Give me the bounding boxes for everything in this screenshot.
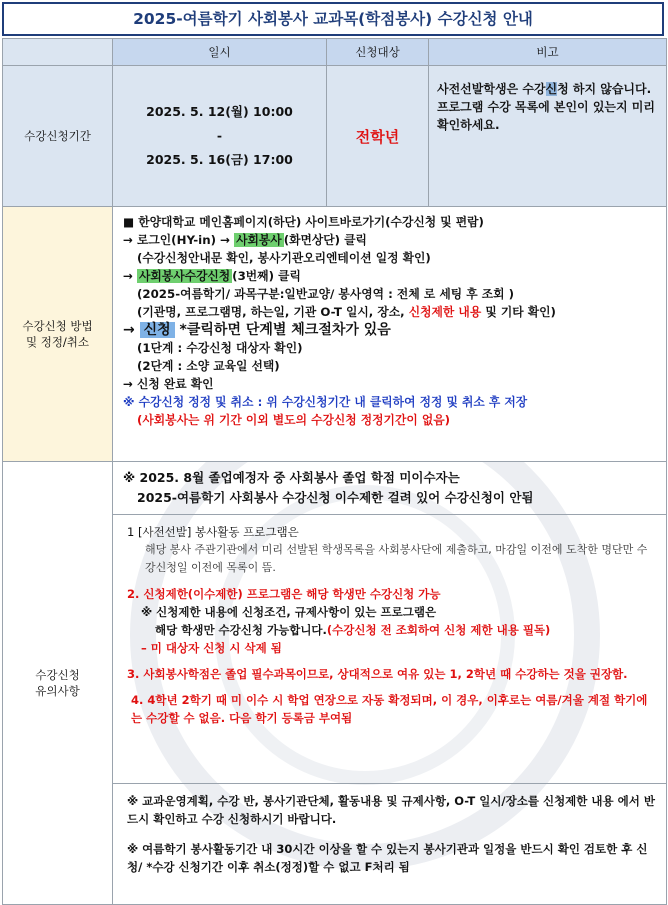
method-line-12: (사회봉사는 위 기간 이외 별도의 수강신청 정정기간이 없음) [137, 413, 451, 427]
notice-table [2, 38, 667, 905]
header-remark: 비고 [429, 39, 667, 66]
method-line-2 [123, 231, 662, 249]
menu-social-service: 사회봉사 [236, 233, 282, 247]
remark-highlight: 신 [545, 82, 558, 96]
notes-top-line2: 2025-여름학기 사회봉사 수강신청 이수제한 걸려 있어 수강신청이 안됨 [137, 490, 534, 505]
period-target: 전학년 [327, 66, 429, 207]
method-line-2-a: → 로그인(HY-in) → [123, 233, 235, 247]
notes-row-top [3, 462, 667, 515]
period-dates [113, 66, 327, 207]
method-line-10: → 신청 완료 확인 [123, 377, 214, 391]
method-line-6-b: 및 기타 확인) [481, 305, 556, 319]
notes-top-line1: ※ 2025. 8월 졸업예정자 중 사회봉사 졸업 학점 미이수자는 [123, 470, 460, 485]
apply-button-label: 신청 [140, 322, 175, 338]
note-2-line-c: – 미 대상자 신청 시 삭제 됨 [141, 641, 282, 655]
header-row [3, 39, 667, 66]
method-line-1: ■ 한양대학교 메인홈페이지(하단) 사이트바로가기(수강신청 및 편람) [123, 215, 484, 229]
notes-items [113, 515, 667, 784]
remark-text-c: 프로그램 수강 목록에 본인이 있는지 미리 확인하세요. [437, 100, 655, 132]
method-content [113, 207, 667, 462]
note-2-line-b [127, 621, 656, 639]
notes-graduate-warning [113, 462, 667, 515]
method-line-6-red: 신청제한 내용 [408, 305, 482, 319]
page-title: 2025-여름학기 사회봉사 교과목(학점봉사) 수강신청 안내 [2, 2, 664, 36]
note-1-body: 해당 봉사 주관기관에서 미리 선발된 학생목록을 사회봉사단에 제출하고, 마감일 이전에 도착한 명단만 수강신청일 이전에 목록이 뜸. [145, 543, 648, 574]
method-line-4-b: (3번째) 클릭 [232, 269, 301, 283]
note-2-line-b-text: 해당 학생만 수강신청 가능합니다. [155, 623, 327, 637]
remark-text-b: 청 하지 않습니다. [557, 82, 652, 96]
method-line-7-b: *클릭하면 단계별 체크절차가 있음 [174, 322, 391, 338]
method-line-4-a: → [123, 269, 137, 283]
method-line-6 [123, 303, 662, 321]
method-line-9: (2단계 : 소양 교육일 선택) [137, 359, 280, 373]
note-2-line-a: ※ 신청제한 내용에 신청조건, 규제사항이 있는 프로그램은 [141, 605, 437, 619]
method-label-line2: 및 정정/취소 [25, 335, 90, 349]
method-line-5: (2025-여름학기/ 과목구분:일반교양/ 봉사영역 : 전체 로 세팅 후 조회 ) [137, 287, 515, 301]
period-remark [429, 66, 667, 207]
method-label-line1: 수강신청 방법 [22, 319, 93, 333]
menu-social-service-registration: 사회봉사수강신청 [139, 269, 231, 283]
note-item-2 [127, 585, 656, 657]
method-line-7-a: → [123, 322, 140, 338]
note-bottom-1: ※ 교과운영계획, 수강 반, 봉사기관단체, 활동내용 및 규제사항, O-T 일시/장소를 신청제한 내용 에서 반드시 확인하고 수강 신청하시기 바랍니다. [127, 794, 655, 826]
header-blank [3, 39, 113, 66]
notes-label-line2: 유의사항 [35, 684, 80, 698]
period-row [3, 66, 667, 207]
period-dash: - [216, 128, 223, 143]
note-bottom-2: ※ 여름학기 봉사활동기간 내 30시간 이상을 할 수 있는지 봉사기관과 일정을 반드시 확인 검토한 후 신청/ *수강 신청기간 이후 취소(정정)할 수 없고 F처리 됨 [127, 842, 648, 874]
header-target: 신청대상 [327, 39, 429, 66]
method-line-7 [123, 321, 662, 339]
note-2-line-b-red: (수강신청 전 조회하여 신청 제한 내용 필독) [326, 623, 551, 637]
method-row [3, 207, 667, 462]
method-line-4 [123, 267, 662, 285]
method-line-11: ※ 수강신청 정정 및 취소 : 위 수강신청기간 내 클릭하여 정정 및 취소 후 저장 [123, 395, 528, 409]
header-datetime: 일시 [113, 39, 327, 66]
method-line-6-a: (기관명, 프로그램명, 하는일, 기관 O-T 일시, 장소, [137, 305, 409, 319]
remark-text-a: 사전선발학생은 수강 [437, 82, 546, 96]
method-line-2-b: (화면상단) 클릭 [283, 233, 367, 247]
note-2-title: 2. 신청제한(이수제한) 프로그램은 해당 학생만 수강신청 가능 [127, 587, 441, 601]
method-line-3: (수강신청안내문 확인, 봉사기관오리엔테이션 일정 확인) [137, 251, 431, 265]
notes-bottom [113, 784, 667, 905]
period-start: 2025. 5. 12(월) 10:00 [146, 104, 293, 119]
note-item-4: 4. 4학년 2학기 때 미 이수 시 학업 연장으로 자동 확정되며, 이 경우, 이후로는 여름/겨울 계절 학기에는 수강할 수 없음. 다음 학기 등록금 부여됨 [131, 693, 648, 725]
period-end: 2025. 5. 16(금) 17:00 [146, 152, 293, 167]
period-label: 수강신청기간 [3, 66, 113, 207]
note-1-title: 1 [사전선발] 봉사활동 프로그램은 [127, 525, 299, 539]
method-line-8: (1단계 : 수강신청 대상자 확인) [137, 341, 303, 355]
notes-label-line1: 수강신청 [35, 668, 80, 682]
note-item-3: 3. 사회봉사학점은 졸업 필수과목이므로, 상대적으로 여유 있는 1, 2학년 때 수강하는 것을 권장함. [127, 667, 628, 681]
notes-label [3, 462, 113, 905]
method-label [3, 207, 113, 462]
note-item-1 [127, 523, 656, 577]
